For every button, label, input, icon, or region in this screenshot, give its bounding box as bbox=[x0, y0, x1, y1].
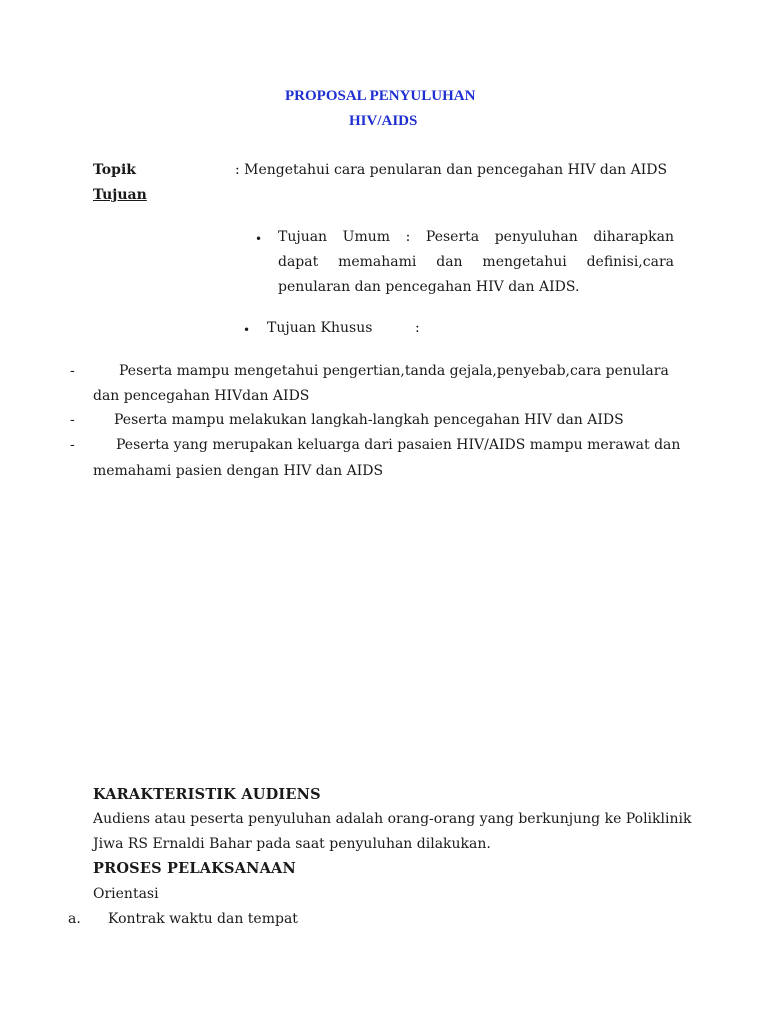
orientasi-label: Orientasi bbox=[93, 886, 159, 902]
list-item-1-line2: dan pencegahan HIVdan AIDS bbox=[93, 388, 310, 404]
list-item-3-line1: Peserta yang merupakan keluarga dari pasaien HIV/AIDS mampu merawat dan bbox=[116, 437, 681, 453]
list-item-2-line1: Peserta mampu melakukan langkah-langkah pencegahan HIV dan AIDS bbox=[114, 412, 624, 428]
audiens-line2: Jiwa RS Ernaldi Bahar pada saat penyuluhan dilakukan. bbox=[93, 836, 491, 852]
list-dash-2: - bbox=[70, 412, 75, 428]
tujuan-umum-line1: Tujuan Umum : Peserta penyuluhan diharapkan bbox=[278, 229, 674, 245]
document-title-line2: HIV/AIDS bbox=[349, 113, 418, 129]
list-item-a: Kontrak waktu dan tempat bbox=[108, 911, 298, 927]
tujuan-khusus-label: Tujuan Khusus bbox=[267, 320, 373, 336]
tujuan-label: Tujuan bbox=[93, 187, 147, 203]
document-title-line1: PROPOSAL PENYULUHAN bbox=[285, 88, 476, 104]
bullet-tujuan-khusus: • bbox=[243, 323, 251, 337]
bullet-tujuan-umum: • bbox=[255, 232, 263, 246]
list-dash-3: - bbox=[70, 437, 75, 453]
topik-label: Topik bbox=[93, 162, 136, 178]
list-item-3-line2: memahami pasien dengan HIV dan AIDS bbox=[93, 463, 384, 479]
proses-heading: PROSES PELAKSANAAN bbox=[93, 860, 296, 877]
list-item-1-line1: Peserta mampu mengetahui pengertian,tanda gejala,penyebab,cara penulara bbox=[119, 363, 669, 379]
audiens-line1: Audiens atau peserta penyuluhan adalah orang-orang yang berkunjung ke Poliklinik bbox=[93, 811, 692, 827]
list-dash-1: - bbox=[70, 363, 75, 379]
topik-value: : Mengetahui cara penularan dan pencegahan HIV dan AIDS bbox=[235, 162, 668, 178]
tujuan-umum-line2: dapat memahami dan mengetahui definisi,cara bbox=[278, 254, 674, 270]
list-marker-a: a. bbox=[68, 911, 81, 927]
tujuan-umum-line3: penularan dan pencegahan HIV dan AIDS. bbox=[278, 279, 580, 295]
tujuan-khusus-colon: : bbox=[415, 320, 420, 336]
audiens-heading: KARAKTERISTIK AUDIENS bbox=[93, 786, 321, 803]
